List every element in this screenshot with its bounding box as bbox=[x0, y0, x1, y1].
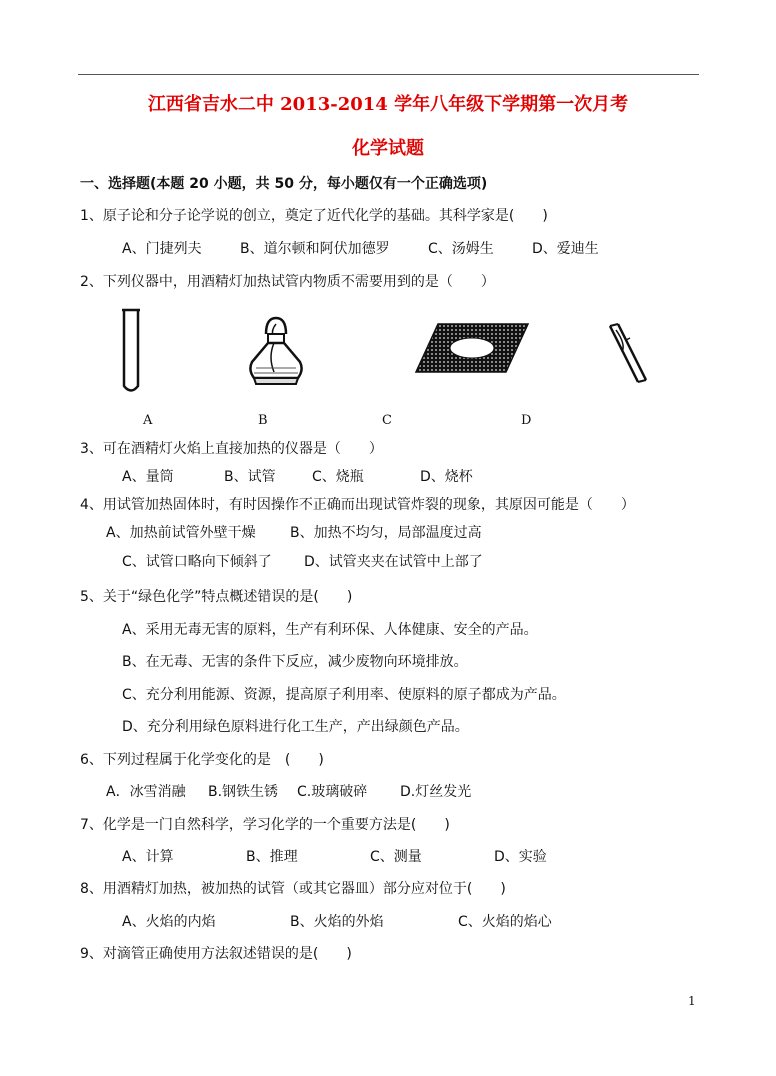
test-tube-holder-icon bbox=[604, 320, 652, 388]
figure-label-a: A bbox=[143, 413, 153, 428]
question-2-stem: 2、下列仪器中，用酒精灯加热试管内物质不需要用到的是（ ） bbox=[80, 274, 495, 290]
question-8-stem: 8、用酒精灯加热，被加热的试管（或其它器皿）部分应对位于( ) bbox=[80, 881, 506, 897]
question-1-stem: 1、原子论和分子论学说的创立，奠定了近代化学的基础。其科学家是( ) bbox=[80, 208, 548, 224]
question-1-option-b: B、道尔顿和阿伏加德罗 bbox=[240, 241, 390, 257]
question-3-option-a: A、量筒 bbox=[122, 469, 174, 485]
figure-label-d: D bbox=[521, 413, 532, 428]
question-5-option-d: D、充分利用绿色原料进行化工生产，产出绿颜色产品。 bbox=[122, 719, 469, 735]
question-7-option-c: C、测量 bbox=[370, 849, 422, 865]
question-3-option-d: D、烧杯 bbox=[420, 469, 473, 485]
figure-label-c: C bbox=[382, 413, 392, 428]
question-6-option-c: C.玻璃破碎 bbox=[297, 784, 368, 800]
question-6-option-d: D.灯丝发光 bbox=[400, 784, 472, 800]
question-8-option-a: A、火焰的内焰 bbox=[122, 914, 216, 930]
question-4-option-a: A、加热前试管外壁干燥 bbox=[106, 525, 256, 541]
section-heading: 一、选择题(本题 20 小题，共 50 分，每小题仅有一个正确选项) bbox=[80, 176, 488, 192]
question-1-option-d: D、爱迪生 bbox=[532, 241, 599, 257]
question-4-option-d: D、试管夹夹在试管中上部了 bbox=[304, 554, 483, 570]
page-subtitle: 化学试题 bbox=[352, 138, 424, 159]
question-4-option-b: B、加热不均匀，局部温度过高 bbox=[290, 525, 482, 541]
alcohol-lamp-icon bbox=[244, 312, 308, 392]
page-number: 1 bbox=[688, 994, 696, 1008]
question-7-option-a: A、计算 bbox=[122, 849, 174, 865]
question-7-option-b: B、推理 bbox=[246, 849, 298, 865]
question-6-stem: 6、下列过程属于化学变化的是 ( ) bbox=[80, 752, 324, 768]
question-1-option-a: A、门捷列夫 bbox=[122, 241, 202, 257]
header-rule bbox=[78, 74, 699, 75]
question-5-stem: 5、关于“绿色化学”特点概述错误的是( ) bbox=[80, 589, 353, 605]
asbestos-gauze-icon bbox=[414, 320, 530, 376]
figure-label-b: B bbox=[258, 413, 268, 428]
page-title: 江西省吉水二中 2013-2014 学年八年级下学期第一次月考 bbox=[147, 94, 629, 115]
question-6-option-b: B.钢铁生锈 bbox=[208, 784, 279, 800]
question-5-option-c: C、充分利用能源、资源，提高原子利用率、使原料的原子都成为产品。 bbox=[122, 687, 566, 703]
question-3-stem: 3、可在酒精灯火焰上直接加热的仪器是（ ） bbox=[80, 441, 383, 457]
question-7-option-d: D、实验 bbox=[494, 849, 547, 865]
question-4-stem: 4、用试管加热固体时，有时因操作不正确而出现试管炸裂的现象，其原因可能是（ ） bbox=[80, 497, 635, 513]
question-7-stem: 7、化学是一门自然科学，学习化学的一个重要方法是( ) bbox=[80, 817, 450, 833]
question-3-option-c: C、烧瓶 bbox=[312, 469, 364, 485]
question-6-option-a: A．冰雪消融 bbox=[106, 784, 186, 800]
question-5-option-b: B、在无毒、无害的条件下反应，减少废物向环境排放。 bbox=[122, 654, 468, 670]
question-4-option-c: C、试管口略向下倾斜了 bbox=[122, 554, 272, 570]
question-8-option-c: C、火焰的焰心 bbox=[458, 914, 552, 930]
question-3-option-b: B、试管 bbox=[224, 469, 276, 485]
question-5-option-a: A、采用无毒无害的原料，生产有利环保、人体健康、安全的产品。 bbox=[122, 622, 538, 638]
question-8-option-b: B、火焰的外焰 bbox=[290, 914, 384, 930]
question-9-stem: 9、对滴管正确使用方法叙述错误的是( ) bbox=[80, 946, 352, 962]
question-1-option-c: C、汤姆生 bbox=[428, 241, 494, 257]
test-tube-icon bbox=[114, 304, 148, 396]
